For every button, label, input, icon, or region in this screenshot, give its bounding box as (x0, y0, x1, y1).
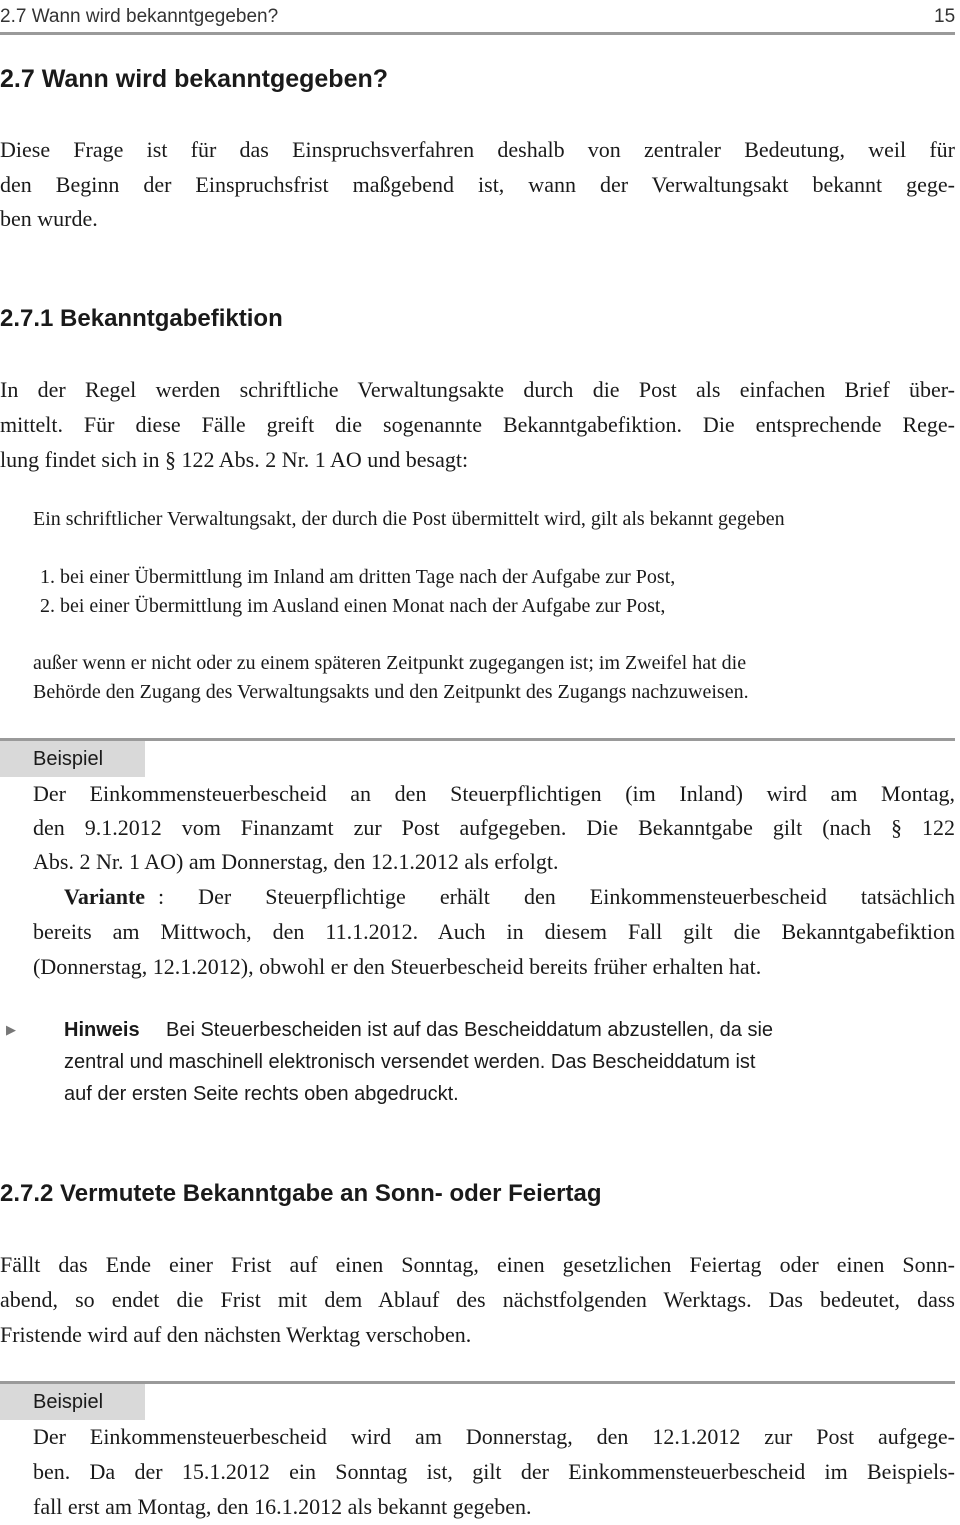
section-title: 2.7 Wann wird bekanntgegeben? (0, 65, 389, 93)
note-line: zentral und maschinell elektronisch versendet werden. Das Bescheiddatum ist (64, 1051, 756, 1073)
note-triangle-icon: ▶ (6, 1022, 16, 1037)
law-list-item: 1. bei einer Übermittlung im Inland am dritten Tage nach der Aufgabe zur Post, (40, 566, 676, 588)
subsection-title: 2.7.2 Vermutete Bekanntgabe an Sonn- oder Feiertag (0, 1180, 602, 1207)
header-rule (0, 32, 955, 35)
body-line: Diese Frage ist für das Einspruchsverfahren deshalb von zentraler Bedeutung, weil für (0, 137, 955, 162)
example-label: Beispiel (33, 748, 104, 770)
example-line: den 9.1.2012 vom Finanzamt zur Post aufgegeben. Die Bekanntgabe gilt (nach § 122 (33, 815, 955, 840)
body-line: In der Regel werden schriftliche Verwaltungsakte durch die Post als einfachen Brief über- (0, 377, 955, 402)
note-line: auf der ersten Seite rechts oben abgedruckt. (64, 1083, 459, 1105)
example-line: Der Einkommensteuerbescheid wird am Donnerstag, den 12.1.2012 zur Post aufgege- (33, 1424, 955, 1449)
law-list-item: 2. bei einer Übermittlung im Ausland einen Monat nach der Aufgabe zur Post, (40, 595, 666, 617)
body-line: abend, so endet die Frist mit dem Ablauf des nächstfolgenden Werktags. Das bedeutet, dass (0, 1287, 955, 1312)
body-line: lung findet sich in § 122 Abs. 2 Nr. 1 AO und besagt: (0, 447, 469, 472)
body-line: den Beginn der Einspruchsfrist maßgebend ist, wann der Verwaltungsakt bekannt gege- (0, 172, 955, 197)
note-line: Bei Steuerbescheiden ist auf das Bescheiddatum abzustellen, da sie (166, 1019, 774, 1041)
example-line: Der Einkommensteuerbescheid an den Steuerpflichtigen (im Inland) wird am Montag, (33, 781, 955, 806)
page-number: 15 (934, 6, 956, 27)
law-quote: Ein schriftlicher Verwaltungsakt, der durch die Post übermittelt wird, gilt als bekannt gegeben (33, 508, 785, 530)
variant-label: Variante (64, 884, 146, 909)
example-line: : Der Steuerpflichtige erhält den Einkommensteuerbescheid tatsächlich (158, 884, 955, 909)
law-quote: Behörde den Zugang des Verwaltungsakts und den Zeitpunkt des Zugangs nachzuweisen. (33, 681, 749, 703)
example-label: Beispiel (33, 1391, 104, 1413)
body-line: Fällt das Ende einer Frist auf einen Sonntag, einen gesetzlichen Feiertag oder einen Sonn- (0, 1252, 955, 1277)
running-header: 2.7 Wann wird bekanntgegeben? (0, 6, 279, 27)
subsection-title: 2.7.1 Bekanntgabefiktion (0, 305, 283, 332)
body-line: ben wurde. (0, 206, 98, 231)
law-quote: außer wenn er nicht oder zu einem späteren Zeitpunkt zugegangen ist; im Zweifel hat die (33, 652, 747, 674)
example-line: Abs. 2 Nr. 1 AO) am Donnerstag, den 12.1.2012 als erfolgt. (33, 849, 559, 874)
note-label: Hinweis (64, 1019, 140, 1041)
example-line: (Donnerstag, 12.1.2012), obwohl er den Steuerbescheid bereits früher erhalten hat. (33, 954, 762, 979)
example-line: ben. Da der 15.1.2012 ein Sonntag ist, gilt der Einkommensteuerbescheid im Beispiels- (33, 1459, 955, 1484)
example-line: bereits am Mittwoch, den 11.1.2012. Auch in diesem Fall gilt die Bekanntgabefiktion (33, 919, 955, 944)
example-line: fall erst am Montag, den 16.1.2012 als bekannt gegeben. (33, 1494, 532, 1519)
body-line: mittelt. Für diese Fälle greift die sogenannte Bekanntgabefiktion. Die entsprechende Rege- (0, 412, 955, 437)
body-line: Fristende wird auf den nächsten Werktag verschoben. (0, 1322, 472, 1347)
